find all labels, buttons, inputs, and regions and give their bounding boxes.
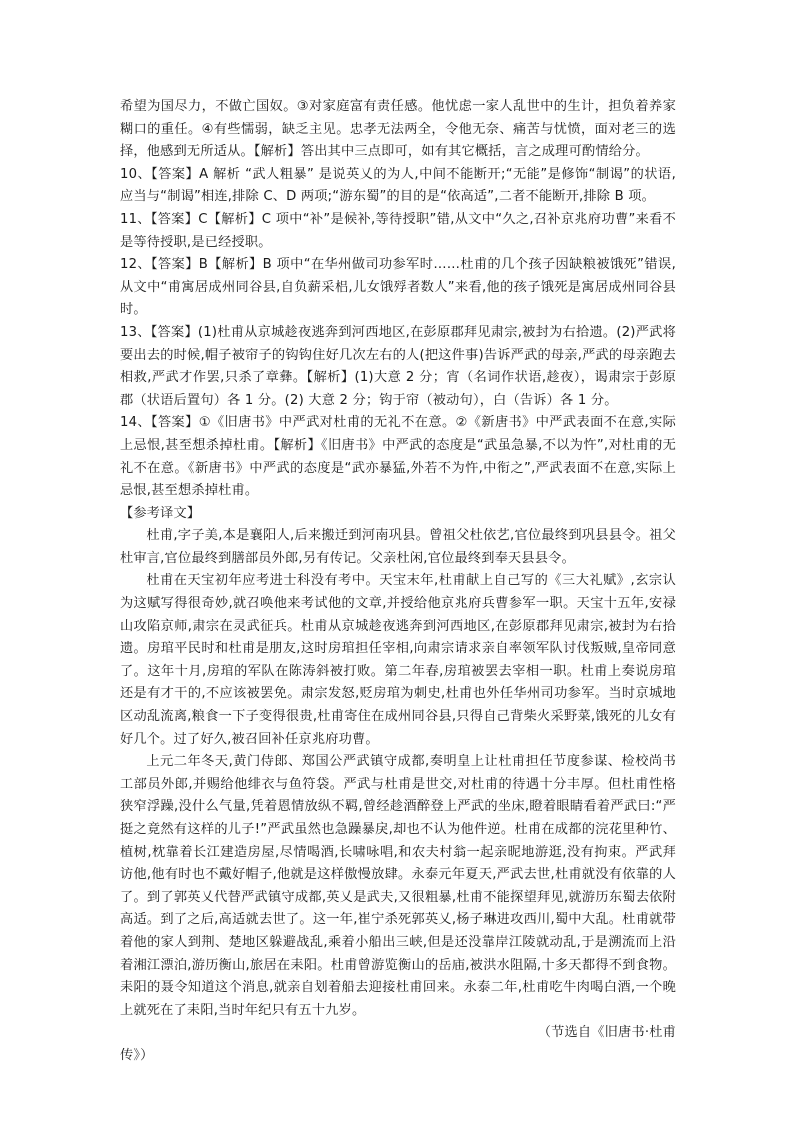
translation-paragraph-2: 杜甫在天宝初年应考进士科没有考中。天宝末年,杜甫献上自己写的《三大礼赋》,玄宗认为这赋写得很奇妙,就召唤他来考试他的文章,并授给他京兆府兵曹参军一职。天宝十五年,安禄山攻陷京师,肃宗在灵武征兵。杜甫从京城趁夜逃奔到河西地区,在彭原郡拜见肃宗,被封为右拾遗。房琯平民时和杜甫是朋友,这时房琯担任宰相,向肃宗请求亲自率领军队讨伐叛贼,皇帝同意了。这年十月,房琯的军队在陈涛斜被打败。第二年春,房琯被罢去宰相一职。杜甫上奏说房琯还是有才干的,不应该被罢免。肃宗发怒,贬房琯为刺史,杜甫也外任华州司功参军。当时京城地区动乱流离,粮食一下子变得很贵,杜甫寄住在成州同谷县,只得自己背柴火采野菜,饿死的儿女有好几个。过了好久,被召回补任京兆府功曹。 [120, 573, 676, 747]
answer-12: 12、【答案】B【解析】B 项中“在华州做司功参军时……杜甫的几个孩子因缺粮被饿死”错误,从文中“甫寓居成州同谷县,自负薪采梠,儿女饿殍者数人”来看,他的孩子饿死是寓居成州同谷县时。 [120, 257, 676, 318]
source-citation: （节选自《旧唐书·杜甫 [537, 1025, 676, 1041]
answer-14: 14、【答案】①《旧唐书》中严武对杜甫的无礼不在意。②《新唐书》中严武表面不在意,实际上忌恨,甚至想杀掉杜甫。【解析】《旧唐书》中严武的态度是“武虽急暴,不以为忤”,对杜甫的无礼不在意。《新唐书》中严武的态度是“武亦暴猛,外若不为忤,中衔之”,严武表面不在意,实际上忌恨,甚至想杀掉杜甫。 [120, 415, 676, 499]
translation-paragraph-3: 上元二年冬天,黄门侍郎、郑国公严武镇守成都,奏明皇上让杜甫担任节度参谋、检校尚书工部员外郎,并赐给他绯衣与鱼符袋。严武与杜甫是世交,对杜甫的待遇十分丰厚。但杜甫性格狭窄浮躁,没什么气量,凭着恩情放纵不羁,曾经趁酒醉登上严武的坐床,瞪着眼睛看着严武曰:“严挺之竟然有这样的儿子!”严武虽然也急躁暴戾,却也不认为他件逆。杜甫在成都的浣花里种竹、植树,枕靠着长江建造房屋,尽情喝酒,长啸咏唱,和农夫村翁一起亲昵地游逛,没有拘束。严武拜访他,他有时也不戴好帽子,他就是这样傲慢放肆。永泰元年夏天,严武去世,杜甫就没有依靠的人了。到了郭英乂代替严武镇守成都,英乂是武夫,又很粗暴,杜甫不能探望拜见,就游历东蜀去依附高适。到了之后,高适就去世了。这一年,崔宁杀死郭英乂,杨子琳进攻西川,蜀中大乱。杜甫就带着他的家人到荆、楚地区躲避战乱,乘着小船出三峡,但是还没靠岸江陵就动乱,于是溯流而上沿着湘江漂泊,游历衡山,旅居在耒阳。杜甫曾游览衡山的岳庙,被洪水阻隔,十多天都得不到食物。耒阳的聂令知道这个消息,就亲自划着船去迎接杜甫回来。永泰二年,杜甫吃牛肉喝白酒,一个晚上就死在了耒阳,当时年纪只有五十九岁。 [120, 754, 676, 1018]
translation-paragraph-1: 杜甫,字子美,本是襄阳人,后来搬迁到河南巩县。曾祖父杜依艺,官位最终到巩县县令。祖父杜审言,官位最终到膳部员外郎,另有传记。父亲杜闲,官位最终到奉天县县令。 [120, 528, 676, 566]
translation-heading: 【参考译文】 [120, 505, 201, 521]
answer-paragraph: 希望为国尽力，不做亡国奴。③对家庭富有责任感。他忧虑一家人乱世中的生计，担负着养家糊口的重任。④有些懦弱，缺乏主见。忠孝无法两全，令他无奈、痛苦与忧愤，面对老三的选择，他感到无所适从。【解析】答出其中三点即可，如有其它概括，言之成理可酌情给分。 [120, 99, 676, 160]
answer-10: 10、【答案】A 解析 “武人粗暴” 是说英乂的为人,中间不能断开;“无能”是修饰“制谒”的状语,应当与“制谒”相连,排除 C、D 两项;“游东蜀”的目的是“依高适”,二者不能断开,排除 B 项。 [120, 166, 676, 205]
answer-13: 13、【答案】(1)杜甫从京城趁夜逃奔到河西地区,在彭原郡拜见肃宗,被封为右拾遗。(2)严武将要出去的时候,帽子被帘子的钩钩住好几次左右的人(把这件事)告诉严武的母亲,严武的母亲跑去相救,严武才作罢,只杀了章彝。【解析】(1)大意 2 分；宵（名词作状语,趁夜），谒肃宗于彭原郡（状语后置句）各 1 分。(2) 大意 2 分；钩于帘（被动句），白（告诉）各 1 分。 [120, 324, 676, 408]
answer-11: 11、【答案】C【解析】C 项中“补”是候补,等待授职”错,从文中“久之,召补京兆府功曹”来看不是等待授职,是已经授职。 [120, 211, 676, 250]
document-page [120, 96, 676, 1068]
source-citation-tail: 传》） [120, 1047, 154, 1063]
